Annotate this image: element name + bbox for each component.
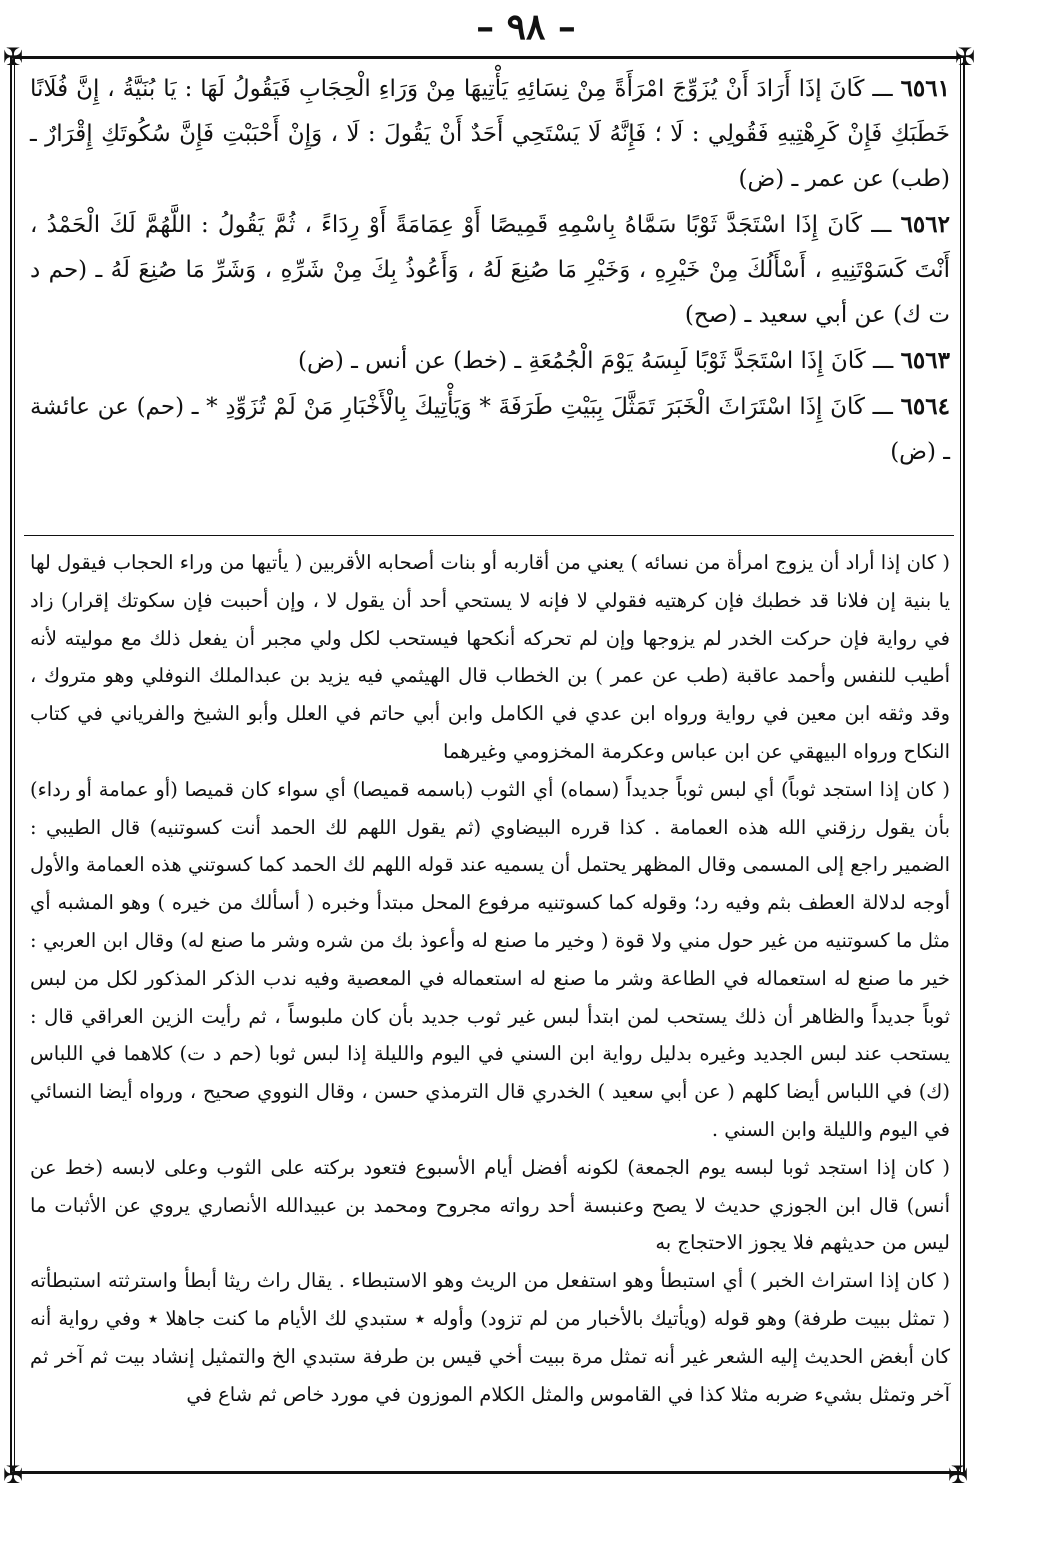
hadith-text: ـــ كَانَ إِذَا اسْتَجَدَّ ثَوْبًا سَمَّاهُ بِاسْمِهِ قَمِيصًا أَوْ عِمَامَةً أَوْ رِدَاءً ، ثُمَّ يَقُولُ : اللَّهُمَّ لَكَ الْحَمْدُ ، أَنْتَ كَسَوْتَنِيهِ ، أَسْأَلُكَ مِنْ خَيْرِهِ ، وَخَيْرِ مَا صُنِعَ لَهُ ، وَأَعُوذُ بِكَ مِنْ شَرِّهِ ، وَشَرِّ مَا صُنِعَ لَهُ ـ (حم د ت ك) عن أبي سعيد ـ (صح) — [30, 212, 950, 328]
corner-ornament-icon: ✠ — [2, 43, 24, 71]
hadith-number: ٦٥٦٣ — [900, 347, 950, 374]
commentary-paragraph: ( كان إذا استجد ثوباً) أي لبس ثوباً جديداً (سماه) أي الثوب (باسمه قميصا) أي سواء كان قميصا (أو عمامة أو رداء) بأن يقول رزقني الله هذه العمامة . كذا قرره البيضاوي (ثم يقول اللهم لك الحمد أنت كسوتنيه) قال الطيبي : الضمير راجع إلى المسمى وقال المظهر يحتمل أن يسميه عند قوله اللهم لك الحمد كما كسوتني هذه العمامة والأول أوجه لدلالة العطف بثم وفيه رد؛ وقوله كما كسوتنيه مرفوع المحل مبتدأ وخبره ( أسألك من خيره ) وهو المشبه أي مثل ما كسوتنيه من غير حول مني ولا قوة ( وخير ما صنع له وأعوذ بك من شره وشر ما صنع له) وقال ابن العربي : خير ما صنع له استعماله في الطاعة وشر ما صنع له استعماله في المعصية وفيه ندب الذكر المذكور لكل من لبس ثوباً جديداً والظاهر أن ذلك يستحب لمن ابتدأ لبس غير ثوب جديد بأن كان ملبوساً ، ثم رأيت الزين العراقي قال : يستحب عند لبس الجديد وغيره بدليل رواية ابن السني في اليوم والليلة إذا لبس ثوبا (حم د ت) كلاهما في اللباس (ك) في اللباس أيضا كلهم ( عن أبي سعيد ) الخدري قال الترمذي حسن ، وقال النووي صحيح ، ورواه أيضا النسائي في اليوم والليلة وابن السني . — [30, 777, 950, 1141]
hadith-entry — [30, 202, 950, 338]
commentary-paragraph: ( كان إذا استراث الخبر ) أي استبطأ وهو استفعل من الريث وهو الاستبطاء . يقال راث ريثا أبطأ واسترثته استبطأته ( تمثل ببيت طرفة) وهو قوله (ويأتيك بالأخبار من لم تزود) وأوله ٭ ستبدي لك الأيام ما كنت جاهلا ٭ وفي رواية أنه كان أبغض الحديث إليه الشعر غير أنه تمثل مرة ببيت أخي قيس بن طرفة ستبدي الخ والتمثيل إنشاد بيت ثم آخر ثم آخر وتمثل بشيء ضربه مثلا كذا في القاموس والمثل الكلام الموزون في مورد خاص ثم شاع في — [30, 1269, 950, 1406]
hadith-text: ـــ كَانَ إِذَا اسْتَرَاثَ الْخَبَرَ تَمَثَّلَ بِبَيْتِ طَرَفَةَ * وَيَأْتِيكَ بِالْأَخْبَارِ مَنْ لَمْ تُزَوِّدِ * ـ (حم) عن عائشة ـ (ض) — [30, 394, 950, 465]
hadith-number: ٦٥٦٤ — [900, 393, 950, 420]
page-number: – ٩٨ – — [476, 6, 576, 48]
hadith-entry — [30, 384, 950, 475]
hadith-text: ـــ كَانَ إذَا أَرَادَ أَنْ يُزَوِّجَ امْرَأَةً مِنْ نِسَائِهِ يَأْتِيهَا مِنْ وَرَاءِ الْحِجَابِ فَيَقُولُ لَهَا : يَا بُنَيَّةُ ، إِنَّ فُلَانًا خَطَبَكِ فَإِنْ كَرِهْتِيهِ فَقُولِي : لَا ؛ فَإِنَّهُ لَا يَسْتَحِي أَحَدٌ أَنْ يَقُولَ : لَا ، وَإِنْ أَحْبَبْتِ فَإِنَّ سُكُوتَكِ إِقْرَارٌ ـ (طب) عن عمر ـ (ض) — [30, 76, 950, 192]
hadith-text-section — [30, 66, 950, 475]
hadith-entry — [30, 338, 950, 384]
section-divider — [24, 535, 954, 536]
commentary-section — [30, 544, 950, 1413]
commentary-paragraph: ( كان إذا استجد ثوبا لبسه يوم الجمعة) لكونه أفضل أيام الأسبوع فتعود بركته على الثوب وعلى لابسه (خط عن أنس) قال ابن الجوزي حديث لا يصح وعنبسة أحد رواته مجروح ومحمد بن عبيدالله الأنصاري يروي عن الأثبات ما ليس من حديثهم فلا يجوز الاحتجاج به — [30, 1155, 950, 1255]
corner-ornament-icon: ✠ — [2, 1461, 24, 1489]
hadith-entry — [30, 66, 950, 202]
hadith-number: ٦٥٦١ — [900, 75, 950, 102]
corner-ornament-icon: ✠ — [947, 1461, 969, 1489]
corner-ornament-icon: ✠ — [954, 43, 976, 71]
commentary-paragraph: ( كان إذا أراد أن يزوج امرأة من نسائه ) يعني من أقاربه أو بنات أصحابه الأقربين ( يأتيها من وراء الحجاب فيقول لها يا بنية إن فلانا قد خطبك فإن كرهتيه فقولي لا فإنه لا يستحي أحد أن يقول لا ، وإن أحببت فإن سكوتك إقرار) زاد في رواية فإن حركت الخدر لم يزوجها وإن لم تحركه أنكحها فيستحب لكل ولي مجبر أن يفعل ذلك مع موليته لأنه أطيب للنفس وأحمد عاقبة (طب عن عمر ) بن الخطاب قال الهيثمي فيه يزيد بن عبدالملك النوفلي وهو متروك ، وقد وثقه ابن معين في رواية ورواه ابن عدي في الكامل وابن أبي حاتم في العلل وأبو الشيخ والفرياني في كتاب النكاح ورواه البيهقي عن ابن عباس وعكرمة المخزومي وغيرهما — [30, 551, 950, 763]
hadith-number: ٦٥٦٢ — [900, 211, 950, 238]
hadith-text: ـــ كَانَ إِذَا اسْتَجَدَّ ثَوْبًا لَبِسَهُ يَوْمَ الْجُمُعَةِ ـ (خط) عن أنس ـ (ض) — [298, 348, 894, 374]
